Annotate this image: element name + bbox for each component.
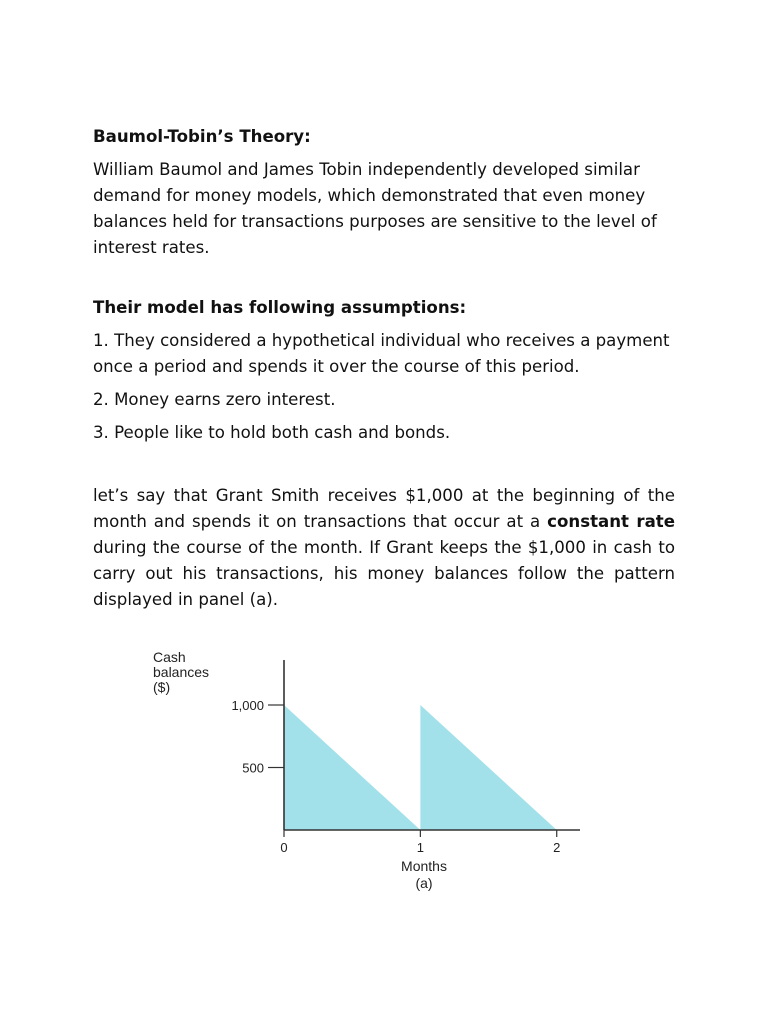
y-tick-label-2: 1,000 [231,698,264,713]
assumption-2: 2. Money earns zero interest. [93,390,336,409]
chart-svg [140,640,580,900]
assumption-1: 1. They considered a hypothetical individual who receives a payment once a period and spends it over the course of this period. [93,331,670,376]
assumptions-heading: Their model has following assumptions: [93,298,467,317]
cash-balances-chart [140,640,580,900]
x-tick-label-2: 1 [416,840,424,855]
example-paragraph [93,483,675,613]
x-axis-label: Months [401,858,447,874]
constant-rate-bold: constant rate [547,512,675,531]
example-text-after: during the course of the month. If Grant keeps the $1,000 in cash to carry out his transactions, his money balances follow the pattern displayed in panel (a). [93,538,675,609]
cash-balance-area-2 [420,705,556,830]
panel-label: (a) [415,875,433,891]
y-tick-label-1: 500 [242,760,264,776]
y-axis-label-line-2: balances [153,664,210,680]
x-tick-label-1: 0 [280,840,288,855]
section-heading-baumol-tobin: Baumol-Tobin’s Theory: [93,127,311,146]
y-axis-label-line-1: Cash [153,649,186,665]
intro-paragraph: William Baumol and James Tobin independently developed similar demand for money models, which demonstrated that even money balances held for transactions purposes are sensitive to the level of interest rates. [93,160,657,257]
assumption-3: 3. People like to hold both cash and bonds. [93,423,451,442]
x-tick-label-3: 2 [553,840,561,855]
document-page [93,124,675,613]
example-text-before: let’s say that Grant Smith receives $1,000 at the beginning of the month and spends it on transactions that occur at a [93,486,675,531]
y-axis-label-line-3: ($) [153,679,171,695]
cash-balance-area-1 [284,705,420,830]
